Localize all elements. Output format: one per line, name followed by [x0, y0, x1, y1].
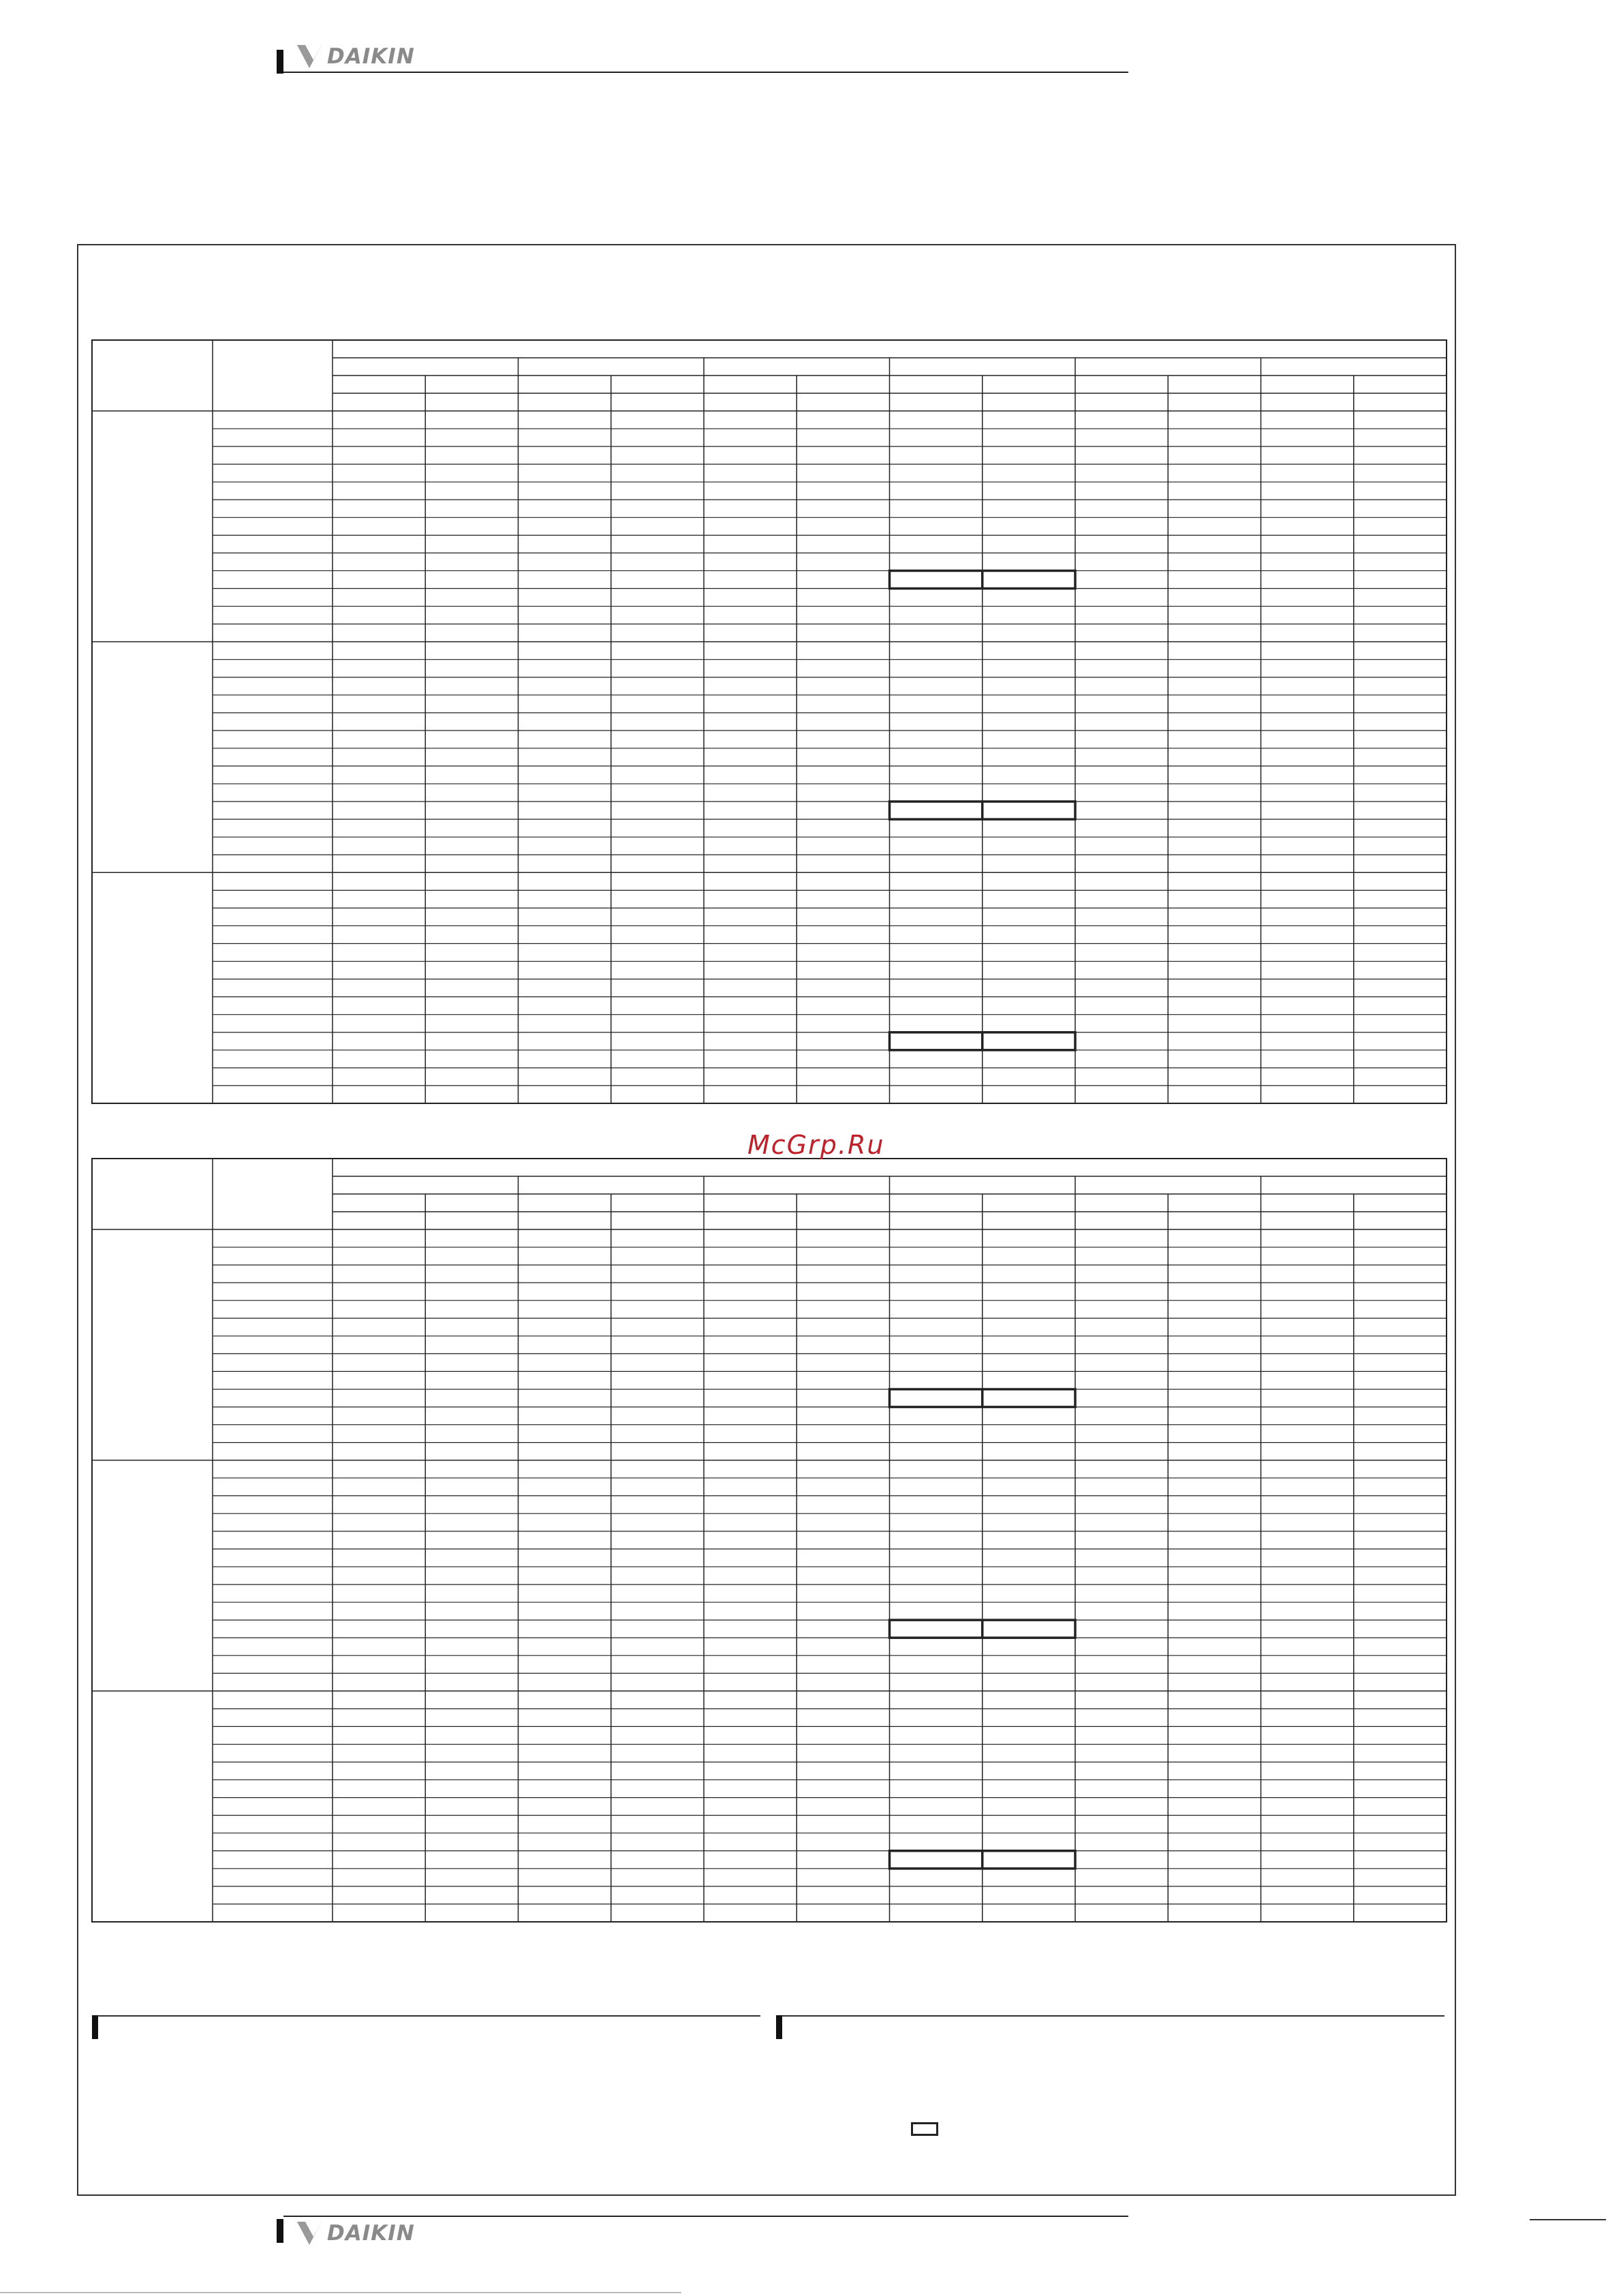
section-left-rule — [98, 2015, 760, 2017]
marker-box — [911, 2122, 938, 2136]
watermark-text: McGrp.Ru — [747, 1130, 885, 1160]
section-left-bar — [92, 2015, 98, 2039]
header-rule — [283, 72, 1128, 73]
footer-corner-rule — [1530, 2219, 1606, 2220]
header-logo — [296, 44, 415, 70]
footer-brand-bar — [277, 2219, 283, 2243]
page-bottom-rule — [0, 2292, 681, 2293]
header-brand-bar — [277, 50, 283, 74]
capacity-table-lower — [91, 1158, 1447, 1925]
footer-rule — [283, 2216, 1128, 2217]
header-brand-text: DAIKIN — [327, 44, 415, 69]
section-right-bar — [776, 2015, 782, 2039]
footer-brand-text: DAIKIN — [327, 2221, 415, 2246]
section-right-rule — [782, 2015, 1444, 2017]
table-border — [92, 1159, 1447, 1922]
footer-logo — [296, 2220, 415, 2246]
table-border — [92, 340, 1447, 1103]
capacity-table-upper — [91, 339, 1447, 1107]
daikin-logo-icon — [296, 44, 323, 70]
daikin-logo-icon — [296, 2220, 323, 2246]
